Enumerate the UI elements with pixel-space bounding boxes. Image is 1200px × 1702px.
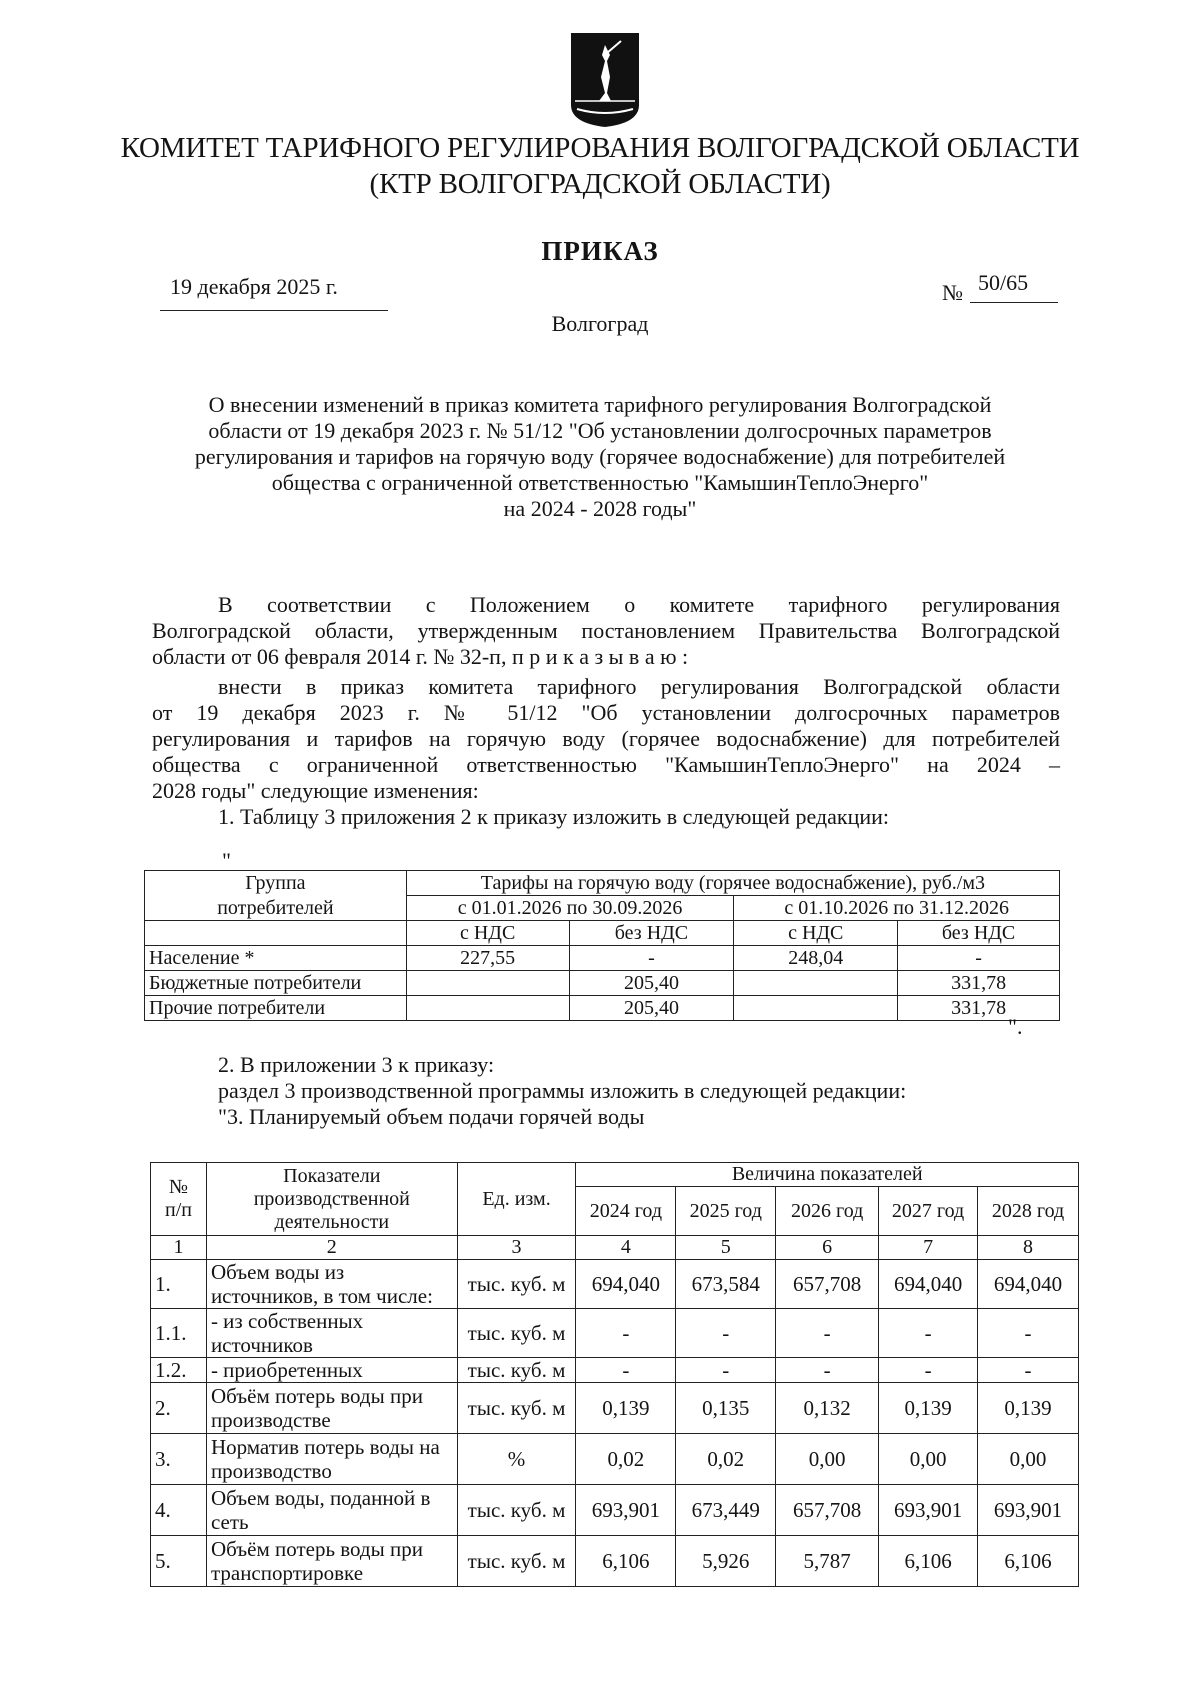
cell: 0,00 [879,1434,978,1485]
row-number: 1.1. [151,1309,207,1358]
tariff-table [144,870,1060,1021]
cell: - [898,946,1060,971]
table-row [151,1383,1079,1434]
col-number: 3 [457,1236,576,1260]
table-header-row [145,871,1060,896]
header-cell: Ед. изм. [457,1163,576,1236]
order-subject [130,392,1070,522]
row-unit: тыс. куб. м [457,1536,576,1587]
cell [406,971,569,996]
cell: 6,106 [978,1536,1079,1587]
item-2-instruction: раздел 3 производственной программы изложить в следующей редакции: [218,1078,907,1103]
cell: 0,02 [676,1434,776,1485]
cell: 694,040 [576,1260,676,1309]
cell: - [576,1358,676,1383]
text-line: регулирования и тарифов на горячую воду (горячее водоснабжение) для потребителей [152,726,1060,751]
table-header-row [145,921,1060,946]
text-line: внести в приказ комитета тарифного регулирования Волгоградской области [218,674,1060,699]
cell: 694,040 [879,1260,978,1309]
cell: 0,135 [676,1383,776,1434]
header-cell: Величина показателей [576,1163,1079,1187]
col-number: 5 [676,1236,776,1260]
row-label: Объем воды из источников, в том числе: [206,1260,457,1309]
cell: - [569,946,734,971]
header-cell: с НДС [734,921,898,946]
cell: 6,106 [576,1536,676,1587]
cell: 5,926 [676,1536,776,1587]
table-row [151,1358,1079,1383]
order-number: 50/65 [978,270,1029,295]
organization-short-name: (КТР ВОЛГОГРАДСКОЙ ОБЛАСТИ) [369,168,831,200]
cell [406,996,569,1021]
text-line: В соответствии с Положением о комитете тарифного регулирования [218,592,1060,617]
item-1-text: 1. Таблицу 3 приложения 2 к приказу изложить в следующей редакции: [218,804,890,829]
col-number: 2 [206,1236,457,1260]
header-cell-year: 2025 год [676,1187,776,1236]
cell: - [879,1309,978,1358]
row-label: - из собственных источников [206,1309,457,1358]
cell: 694,040 [978,1260,1079,1309]
row-number: 5. [151,1536,207,1587]
cell: 0,00 [776,1434,879,1485]
table-row [151,1536,1079,1587]
row-label: Норматив потерь воды на производство [206,1434,457,1485]
header-cell-year: 2024 год [576,1187,676,1236]
order-paragraph [152,674,1060,830]
cell: 331,78 [898,971,1060,996]
table-row [145,996,1060,1021]
row-number: 1.2. [151,1358,207,1383]
text-line: области от 06 февраля 2014 г. № 32-п, п р и к а з ы в а ю : [152,644,689,669]
header-cell [145,921,407,946]
production-volume-table [150,1162,1079,1587]
header-cell-number: № п/п [151,1163,207,1236]
cell: 227,55 [406,946,569,971]
row-number: 4. [151,1485,207,1536]
cell: Население * [145,946,407,971]
col-number: 8 [978,1236,1079,1260]
header-cell-year: 2026 год [776,1187,879,1236]
cell: 657,708 [776,1260,879,1309]
header-cell: потребителей [145,896,407,921]
order-city: Волгоград [551,311,649,336]
row-number: 2. [151,1383,207,1434]
text-line: общества с ограниченной ответственностью "КамышинТеплоЭнерго" на 2024 – [152,752,1060,777]
cell: - [879,1358,978,1383]
cell: 5,787 [776,1536,879,1587]
table-row [151,1260,1079,1309]
cell: 693,901 [576,1485,676,1536]
cell: 673,449 [676,1485,776,1536]
cell: 331,78 [898,996,1060,1021]
row-label: Объём потерь воды при производстве [206,1383,457,1434]
cell: 0,139 [576,1383,676,1434]
row-number: 3. [151,1434,207,1485]
cell: 693,901 [879,1485,978,1536]
header-cell: с НДС [406,921,569,946]
text-line: 2028 годы" следующие изменения: [152,778,479,803]
cell: 693,901 [978,1485,1079,1536]
cell: 0,00 [978,1434,1079,1485]
section-heading: "3. Планируемый объем подачи горячей воды [218,1104,645,1129]
col-number: 6 [776,1236,879,1260]
header-cell: Тарифы на горячую воду (горячее водоснабжение), руб./м3 [406,871,1059,896]
cell: 0,132 [776,1383,879,1434]
row-unit: тыс. куб. м [457,1485,576,1536]
subject-line: общества с ограниченной ответственностью "КамышинТеплоЭнерго" [271,470,929,495]
table-row [151,1309,1079,1358]
row-unit: % [457,1434,576,1485]
cell [734,971,898,996]
row-label: Объём потерь воды при транспортировке [206,1536,457,1587]
quote-open: " [222,848,231,873]
cell [734,996,898,1021]
header-cell: без НДС [898,921,1060,946]
organization-name: КОМИТЕТ ТАРИФНОГО РЕГУЛИРОВАНИЯ ВОЛГОГРАДСКОЙ ОБЛАСТИ [120,132,1080,164]
number-underline [970,302,1058,303]
col-number: 4 [576,1236,676,1260]
col-number: 1 [151,1236,207,1260]
subject-line: на 2024 - 2028 годы" [503,496,697,521]
row-unit: тыс. куб. м [457,1260,576,1309]
table-row [151,1434,1079,1485]
header-cell: с 01.10.2026 по 31.12.2026 [734,896,1060,921]
header-cell-year: 2028 год [978,1187,1079,1236]
coat-of-arms-emblem [569,31,641,129]
table-row [145,971,1060,996]
subject-line: О внесении изменений в приказ комитета тарифного регулирования Волгоградской [208,392,992,417]
document-type-title: ПРИКАЗ [541,236,659,266]
item-2-text: 2. В приложении 3 к приказу: [218,1052,495,1077]
cell: Прочие потребители [145,996,407,1021]
number-sign: № [942,280,963,305]
header-cell: Группа [145,871,407,896]
cell: - [776,1309,879,1358]
table-header-row [151,1163,1079,1187]
table-row [151,1485,1079,1536]
preamble-paragraph [152,592,1060,670]
table-header-row [145,896,1060,921]
cell: 673,584 [676,1260,776,1309]
cell: 205,40 [569,971,734,996]
cell: 0,139 [978,1383,1079,1434]
cell: 0,02 [576,1434,676,1485]
order-date: 19 декабря 2025 г. [170,274,338,299]
cell: 248,04 [734,946,898,971]
row-label: Объем воды, поданной в сеть [206,1485,457,1536]
column-number-row [151,1236,1079,1260]
subject-line: регулирования и тарифов на горячую воду (горячее водоснабжение) для потребителей [194,444,1006,469]
cell: 6,106 [879,1536,978,1587]
cell: 0,139 [879,1383,978,1434]
cell: - [776,1358,879,1383]
row-number: 1. [151,1260,207,1309]
cell: - [978,1358,1079,1383]
col-number: 7 [879,1236,978,1260]
header-cell: Показатели производственной деятельности [206,1163,457,1236]
cell: 657,708 [776,1485,879,1536]
quote-close: ". [1008,1014,1023,1039]
header-cell-year: 2027 год [879,1187,978,1236]
text-line: от 19 декабря 2023 г. № 51/12 "Об установлении долгосрочных параметров [152,700,1060,725]
subject-line: области от 19 декабря 2023 г. № 51/12 "Об установлении долгосрочных параметров [208,418,992,443]
cell: - [978,1309,1079,1358]
cell: Бюджетные потребители [145,971,407,996]
table-row [145,946,1060,971]
row-unit: тыс. куб. м [457,1383,576,1434]
item-2-block [152,1052,1060,1130]
row-unit: тыс. куб. м [457,1358,576,1383]
row-unit: тыс. куб. м [457,1309,576,1358]
header-cell: без НДС [569,921,734,946]
row-label: - приобретенных [206,1358,457,1383]
header-cell: с 01.01.2026 по 30.09.2026 [406,896,734,921]
text-line: Волгоградской области, утвержденным постановлением Правительства Волгоградской [152,618,1060,643]
cell: 205,40 [569,996,734,1021]
cell: - [576,1309,676,1358]
cell: - [676,1358,776,1383]
cell: - [676,1309,776,1358]
